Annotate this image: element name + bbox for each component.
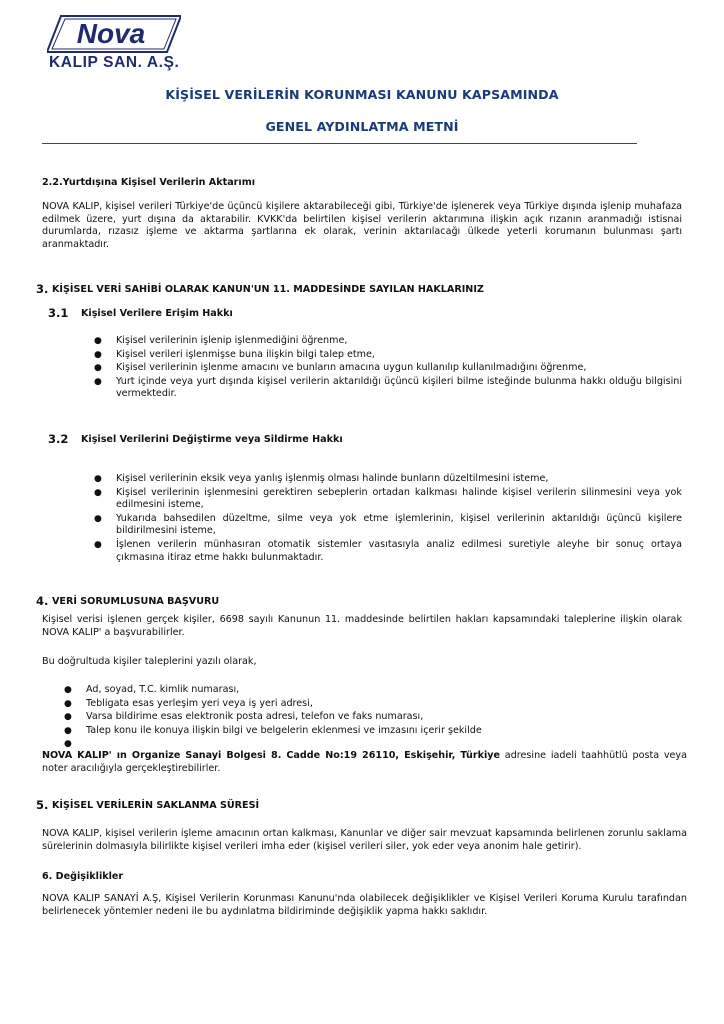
section-4-paragraph-2: Bu doğrultuda kişiler taleplerini yazılı olarak, — [42, 656, 257, 667]
bullet-dot-icon: ● — [64, 712, 72, 723]
document-title-line1: KİŞİSEL VERİLERİN KORUNMASI KANUNU KAPSAMINDA — [165, 87, 559, 102]
section-2-2-heading: 2.2.Yurtdışına Kişisel Verilerin Aktarımı — [42, 177, 255, 188]
address-rest: adresine iadeli taahhütlü posta veya noter aracılığıyla gerçekleştirebilirler. — [42, 750, 687, 774]
section-4-heading: VERİ SORUMLUSUNA BAŞVURU — [52, 596, 220, 607]
bullet-dot-icon: ● — [94, 474, 102, 484]
list-item: ● Kişisel verilerinin işlenme amacını ve bunların amacına uygun kullanılıp kullanılmadığını öğrenme, — [94, 362, 587, 374]
list-item: ● Talep konu ile konuya ilişkin bilgi ve belgelerin eklenmesi ve imzasını içerir şekilde — [64, 724, 482, 736]
section-6-paragraph: NOVA KALIP SANAYİ A.Ş, Kişisel Verilerin Korunması Kanunu'nda olabilecek değişiklikler ve Kişisel Verileri Koruma Kurulu tarafından belirlenecek yöntemler nedeni ile bu aydınlatma bildiriminde değişiklik yapma hakkı saklıdır. — [42, 893, 687, 917]
list-item: ● Yukarıda bahsedilen düzeltme, silme veya yok etme işlemlerinin, kişisel verilerinin aktarıldığı üçüncü kişilere bildirilmesini isteme, — [94, 512, 682, 537]
list-item: ● Kişisel verilerinin eksik veya yanlış işlenmiş olması halinde bunların düzeltilmesini isteme, — [94, 473, 549, 484]
address-bold: NOVA KALIP' ın Organize Sanayi Bolgesi 8. Cadde No:19 26110, Eskişehir, Türkiye — [42, 750, 501, 761]
list-item: ● Kişisel verileri işlenmişse buna ilişkin bilgi talep etme, — [94, 348, 375, 360]
bullet-dot-icon: ● — [64, 725, 72, 736]
section-4-address-paragraph — [42, 750, 687, 775]
section-3-2-heading: Kişisel Verilerini Değiştirme veya Sildirme Hakkı — [81, 434, 343, 445]
bullet-dot-icon: ● — [94, 336, 102, 346]
bullet-dot-icon: ● — [64, 739, 72, 750]
section-3-1-heading: Kişisel Verilere Erişim Hakkı — [81, 308, 233, 319]
list-item: ● Ad, soyad, T.C. kimlik numarası, — [64, 684, 240, 695]
logo-graphic — [47, 14, 181, 54]
bullet-dot-icon: ● — [94, 363, 102, 374]
bullet-dot-icon: ● — [94, 487, 102, 498]
section-3-1-list — [94, 335, 682, 401]
bullet-dot-icon: ● — [64, 685, 72, 695]
section-5-number: 5. — [36, 798, 49, 812]
bullet-dot-icon: ● — [94, 539, 102, 550]
list-item: ● Tebligata esas yerleşim yeri veya iş yeri adresi, — [64, 697, 313, 709]
bullet-dot-icon: ● — [94, 349, 102, 360]
logo-subtitle: KALIP SAN. A.Ş. — [49, 54, 180, 71]
section-5-heading: KİŞİSEL VERİLERİN SAKLANMA SÜRESİ — [52, 800, 260, 811]
list-item: ● Kişisel verilerinin işlenip işlenmediğini öğrenme, — [94, 335, 348, 346]
section-4-paragraph-1: Kişisel verisi işlenen gerçek kişiler, 6698 sayılı Kanunun 11. maddesinde belirtilen hakları kapsamındaki taleplerine ilişkin olarak NOVA KALIP' a başvurabilirler. — [42, 614, 682, 638]
section-3-heading: KİŞİSEL VERİ SAHİBİ OLARAK KANUN'UN 11. MADDESİNDE SAYILAN HAKLARINIZ — [52, 284, 484, 295]
section-5-paragraph: NOVA KALIP, kişisel verilerin işleme amacının ortan kalkması, Kanunlar ve diğer sair mevzuat kapsamında belirlenen zorunlu saklama sürelerinin dolmasıyla bilirlikte kişisel verileri imha eder (kişisel verileri siler, yok eder veya anonim hale getirir). — [42, 828, 687, 852]
bullet-dot-icon: ● — [94, 376, 102, 387]
section-2-2-paragraph: NOVA KALIP, kişisel verileri Türkiye'de üçüncü kişilere aktarabileceği gibi, Türkiye'de işlenerek veya Türkiye dışında işlenip muhafaza edilmek üzere, yurt dışına da aktarabilir. KVKK'da belirtilen kişisel verilerin aktarımına ilişkin açık rızanın aranmadığı istisnai durumlarda, rızasız işleme ve aktarma şartlarına ek olarak, verinin aktarılacağı ülkede yeterli korumanın bulunması şartı aranmaktadır. — [42, 201, 682, 250]
section-4-list — [64, 684, 682, 751]
list-item: ● Kişisel verilerinin işlenmesini gerektiren sebeplerin ortadan kalkması halinde kişisel verilerin silinmesini veya yok edilmesini isteme, — [94, 486, 682, 511]
svg-text:Nova: Nova — [76, 18, 146, 49]
section-3-2-number: 3.2 — [48, 432, 69, 446]
section-3-number: 3. — [36, 282, 49, 296]
section-4-number: 4. — [36, 594, 49, 608]
list-item: ● İşlenen verilerin münhasıran otomatik sistemler vasıtasıyla analiz edilmesi suretiyle aleyhe bir sonuç ortaya çıkmasına itiraz etme hakkı bulunmaktadır. — [94, 538, 682, 563]
document-title-line2: GENEL AYDINLATMA METNİ — [265, 119, 459, 134]
list-item: ● Varsa bildirime esas elektronik posta adresi, telefon ve faks numarası, — [64, 711, 424, 723]
section-3-2-list — [94, 473, 682, 564]
company-logo — [47, 14, 181, 54]
list-item: ● Yurt içinde veya yurt dışında kişisel verilerin aktarıldığı üçüncü kişileri bilme isteğinde bulunma hakkı olduğu bilgisini vermektedir. — [94, 375, 682, 400]
bullet-dot-icon: ● — [94, 513, 102, 524]
bullet-dot-icon: ● — [64, 698, 72, 709]
section-3-1-number: 3.1 — [48, 306, 69, 320]
section-6-heading: 6. Değişiklikler — [42, 871, 124, 882]
title-divider — [42, 143, 637, 144]
